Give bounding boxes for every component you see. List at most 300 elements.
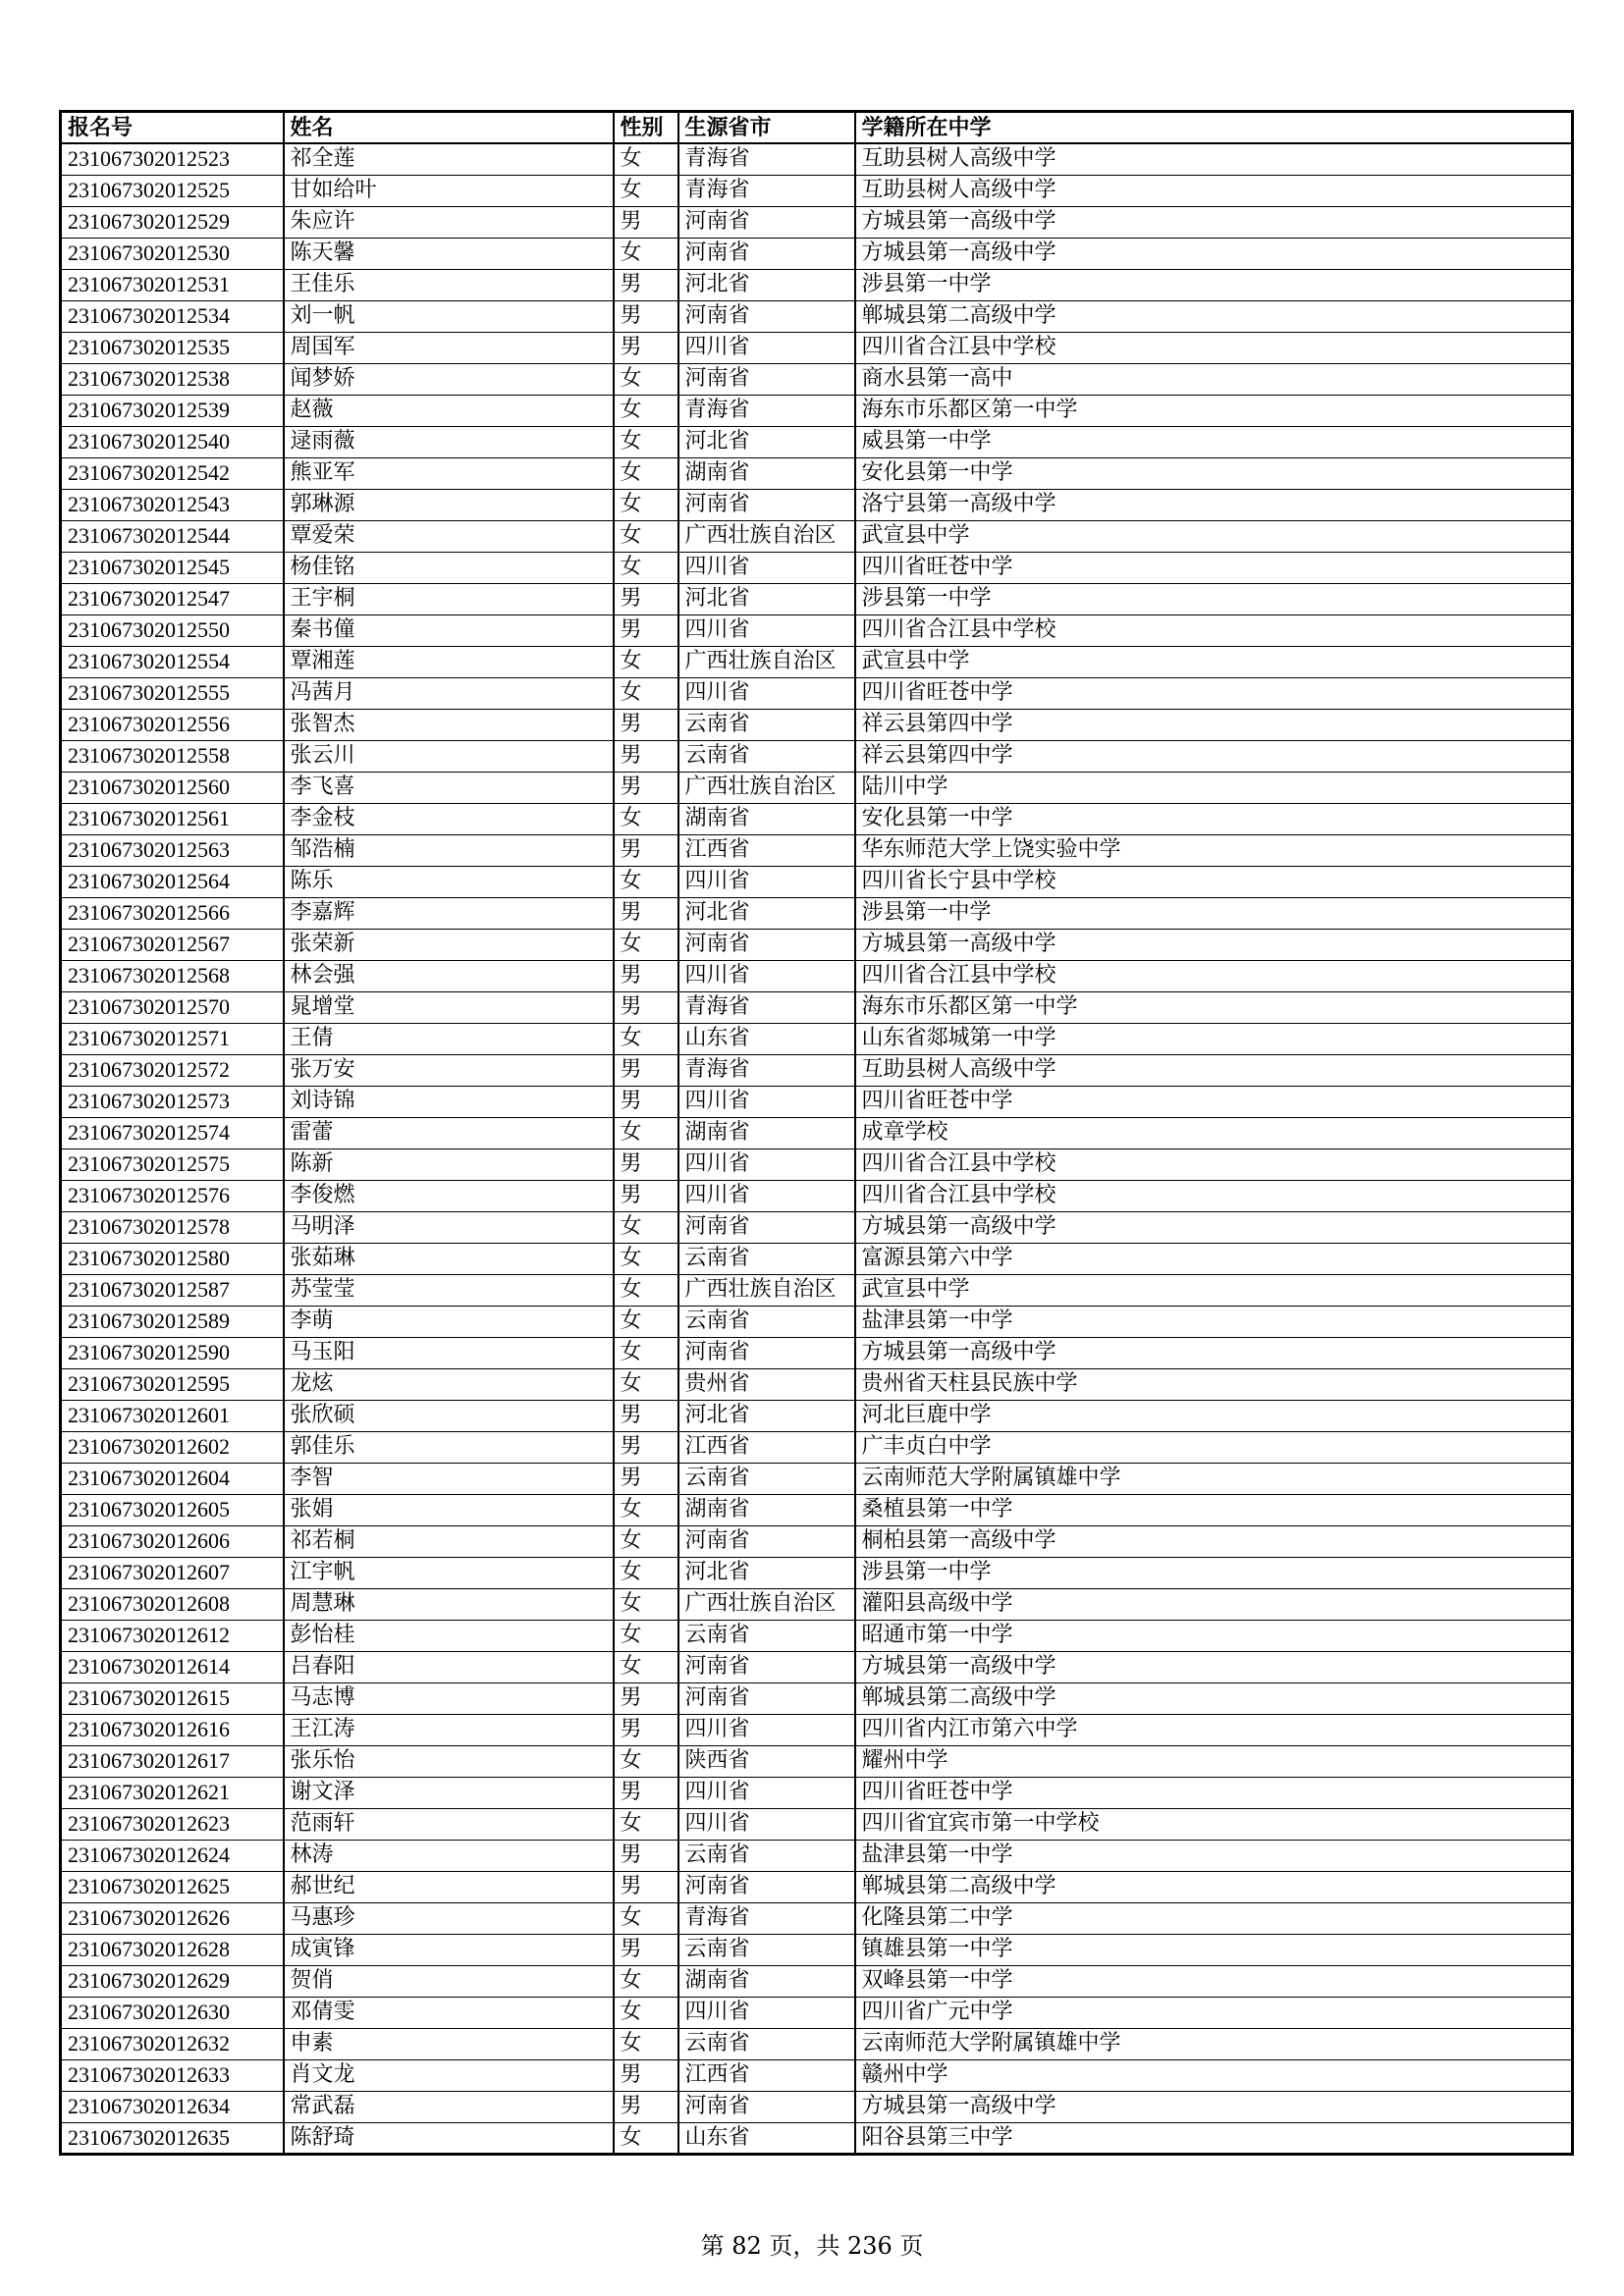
school-cell: 河北巨鹿中学 (855, 1400, 1573, 1431)
gender-cell: 女 (614, 2028, 678, 2059)
gender-cell: 女 (614, 1306, 678, 1337)
province-cell: 贵州省 (678, 1368, 855, 1400)
gender-cell: 女 (614, 143, 678, 175)
header-origin-province: 生源省市 (678, 112, 855, 144)
province-cell: 青海省 (678, 143, 855, 175)
table-row (61, 2028, 1573, 2059)
name-cell: 王宇桐 (284, 583, 614, 614)
name-cell: 熊亚军 (284, 457, 614, 489)
province-cell: 四川省 (678, 1086, 855, 1117)
name-cell: 苏莹莹 (284, 1274, 614, 1306)
name-cell: 张云川 (284, 740, 614, 772)
name-cell: 邓倩雯 (284, 1997, 614, 2028)
table-row (61, 960, 1573, 991)
registration-number-cell: 231067302012624 (61, 1840, 284, 1871)
table-row (61, 1274, 1573, 1306)
gender-cell: 男 (614, 740, 678, 772)
province-cell: 青海省 (678, 1902, 855, 1934)
school-cell: 祥云县第四中学 (855, 740, 1573, 772)
school-cell: 陆川中学 (855, 772, 1573, 803)
registration-number-cell: 231067302012543 (61, 489, 284, 520)
table-row (61, 1368, 1573, 1400)
name-cell: 逯雨薇 (284, 426, 614, 457)
school-cell: 涉县第一中学 (855, 897, 1573, 929)
province-cell: 云南省 (678, 1463, 855, 1494)
table-row (61, 1997, 1573, 2028)
school-cell: 四川省合江县中学校 (855, 332, 1573, 363)
name-cell: 成寅锋 (284, 1934, 614, 1965)
province-cell: 广西壮族自治区 (678, 646, 855, 677)
gender-cell: 女 (614, 1588, 678, 1620)
gender-cell: 女 (614, 1525, 678, 1557)
province-cell: 广西壮族自治区 (678, 520, 855, 552)
name-cell: 贺俏 (284, 1965, 614, 1997)
school-cell: 互助县树人高级中学 (855, 1054, 1573, 1086)
gender-cell: 男 (614, 991, 678, 1023)
school-cell: 四川省旺苍中学 (855, 1086, 1573, 1117)
table-row (61, 1148, 1573, 1180)
province-cell: 河南省 (678, 1525, 855, 1557)
gender-cell: 男 (614, 1431, 678, 1463)
province-cell: 云南省 (678, 1620, 855, 1651)
gender-cell: 男 (614, 300, 678, 332)
province-cell: 河北省 (678, 269, 855, 300)
name-cell: 范雨轩 (284, 1808, 614, 1840)
registration-number-cell: 231067302012633 (61, 2059, 284, 2091)
gender-cell: 女 (614, 1211, 678, 1243)
name-cell: 李俊燃 (284, 1180, 614, 1211)
school-cell: 商水县第一高中 (855, 363, 1573, 395)
registration-number-cell: 231067302012625 (61, 1871, 284, 1902)
registration-number-cell: 231067302012564 (61, 866, 284, 897)
school-cell: 方城县第一高级中学 (855, 2091, 1573, 2122)
registration-number-cell: 231067302012530 (61, 238, 284, 269)
province-cell: 广西壮族自治区 (678, 772, 855, 803)
table-row (61, 143, 1573, 175)
gender-cell: 男 (614, 960, 678, 991)
registration-number-cell: 231067302012607 (61, 1557, 284, 1588)
school-cell: 云南师范大学附属镇雄中学 (855, 2028, 1573, 2059)
table-row (61, 709, 1573, 740)
school-cell: 郸城县第二高级中学 (855, 1682, 1573, 1714)
school-cell: 四川省合江县中学校 (855, 1180, 1573, 1211)
school-cell: 方城县第一高级中学 (855, 1651, 1573, 1682)
registration-number-cell: 231067302012563 (61, 834, 284, 866)
registration-number-cell: 231067302012542 (61, 457, 284, 489)
gender-cell: 女 (614, 677, 678, 709)
registration-number-cell: 231067302012538 (61, 363, 284, 395)
gender-cell: 女 (614, 238, 678, 269)
table-row (61, 1714, 1573, 1745)
school-cell: 四川省广元中学 (855, 1997, 1573, 2028)
province-cell: 云南省 (678, 1840, 855, 1871)
name-cell: 张娟 (284, 1494, 614, 1525)
name-cell: 陈舒琦 (284, 2122, 614, 2154)
registration-number-cell: 231067302012571 (61, 1023, 284, 1054)
registration-number-cell: 231067302012531 (61, 269, 284, 300)
province-cell: 河北省 (678, 897, 855, 929)
gender-cell: 男 (614, 1148, 678, 1180)
province-cell: 河北省 (678, 1400, 855, 1431)
province-cell: 河南省 (678, 1337, 855, 1368)
school-cell: 方城县第一高级中学 (855, 929, 1573, 960)
name-cell: 彭怡桂 (284, 1620, 614, 1651)
table-row (61, 1494, 1573, 1525)
name-cell: 李飞喜 (284, 772, 614, 803)
table-row (61, 2059, 1573, 2091)
school-cell: 互助县树人高级中学 (855, 143, 1573, 175)
gender-cell: 女 (614, 457, 678, 489)
school-cell: 四川省合江县中学校 (855, 960, 1573, 991)
province-cell: 山东省 (678, 2122, 855, 2154)
school-cell: 方城县第一高级中学 (855, 238, 1573, 269)
registration-number-cell: 231067302012632 (61, 2028, 284, 2059)
gender-cell: 女 (614, 489, 678, 520)
province-cell: 青海省 (678, 395, 855, 426)
province-cell: 四川省 (678, 552, 855, 583)
table-row (61, 614, 1573, 646)
name-cell: 杨佳铭 (284, 552, 614, 583)
province-cell: 湖南省 (678, 1965, 855, 1997)
table-row (61, 2091, 1573, 2122)
province-cell: 山东省 (678, 1023, 855, 1054)
school-cell: 四川省旺苍中学 (855, 552, 1573, 583)
province-cell: 云南省 (678, 1243, 855, 1274)
school-cell: 武宣县中学 (855, 1274, 1573, 1306)
table-row (61, 1682, 1573, 1714)
school-cell: 郸城县第二高级中学 (855, 300, 1573, 332)
registration-number-cell: 231067302012634 (61, 2091, 284, 2122)
province-cell: 河南省 (678, 238, 855, 269)
province-cell: 河南省 (678, 206, 855, 238)
registration-number-cell: 231067302012525 (61, 175, 284, 206)
table-row (61, 552, 1573, 583)
registration-number-cell: 231067302012590 (61, 1337, 284, 1368)
name-cell: 陈新 (284, 1148, 614, 1180)
school-cell: 双峰县第一中学 (855, 1965, 1573, 1997)
school-cell: 贵州省天柱县民族中学 (855, 1368, 1573, 1400)
province-cell: 四川省 (678, 1997, 855, 2028)
gender-cell: 男 (614, 1840, 678, 1871)
name-cell: 李萌 (284, 1306, 614, 1337)
school-cell: 镇雄县第一中学 (855, 1934, 1573, 1965)
province-cell: 河南省 (678, 1682, 855, 1714)
school-cell: 化隆县第二中学 (855, 1902, 1573, 1934)
registration-number-cell: 231067302012561 (61, 803, 284, 834)
province-cell: 四川省 (678, 1180, 855, 1211)
name-cell: 龙炫 (284, 1368, 614, 1400)
gender-cell: 男 (614, 2059, 678, 2091)
table-row (61, 332, 1573, 363)
province-cell: 四川省 (678, 677, 855, 709)
registration-number-cell: 231067302012595 (61, 1368, 284, 1400)
registration-number-cell: 231067302012523 (61, 143, 284, 175)
gender-cell: 男 (614, 1777, 678, 1808)
name-cell: 马志博 (284, 1682, 614, 1714)
registration-number-cell: 231067302012567 (61, 929, 284, 960)
table-row (61, 426, 1573, 457)
gender-cell: 女 (614, 1368, 678, 1400)
header-school: 学籍所在中学 (855, 112, 1573, 144)
province-cell: 广西壮族自治区 (678, 1588, 855, 1620)
province-cell: 河北省 (678, 426, 855, 457)
province-cell: 云南省 (678, 2028, 855, 2059)
province-cell: 河南省 (678, 1651, 855, 1682)
registration-number-cell: 231067302012608 (61, 1588, 284, 1620)
table-row (61, 1651, 1573, 1682)
table-row (61, 583, 1573, 614)
gender-cell: 女 (614, 929, 678, 960)
school-cell: 盐津县第一中学 (855, 1306, 1573, 1337)
gender-cell: 男 (614, 1180, 678, 1211)
school-cell: 洛宁县第一高级中学 (855, 489, 1573, 520)
name-cell: 赵薇 (284, 395, 614, 426)
school-cell: 海东市乐都区第一中学 (855, 395, 1573, 426)
gender-cell: 女 (614, 426, 678, 457)
table-row (61, 1431, 1573, 1463)
gender-cell: 女 (614, 552, 678, 583)
registration-number-cell: 231067302012568 (61, 960, 284, 991)
registration-number-cell: 231067302012535 (61, 332, 284, 363)
gender-cell: 女 (614, 1651, 678, 1682)
table-row (61, 991, 1573, 1023)
name-cell: 祁全莲 (284, 143, 614, 175)
registration-number-cell: 231067302012605 (61, 1494, 284, 1525)
gender-cell: 女 (614, 1243, 678, 1274)
table-row (61, 1525, 1573, 1557)
table-row (61, 646, 1573, 677)
province-cell: 河南省 (678, 300, 855, 332)
school-cell: 盐津县第一中学 (855, 1840, 1573, 1871)
gender-cell: 男 (614, 614, 678, 646)
registration-number-cell: 231067302012576 (61, 1180, 284, 1211)
gender-cell: 男 (614, 269, 678, 300)
province-cell: 河北省 (678, 583, 855, 614)
registration-number-cell: 231067302012544 (61, 520, 284, 552)
name-cell: 覃湘莲 (284, 646, 614, 677)
school-cell: 安化县第一中学 (855, 457, 1573, 489)
table-row (61, 1180, 1573, 1211)
name-cell: 常武磊 (284, 2091, 614, 2122)
name-cell: 秦书僮 (284, 614, 614, 646)
registration-number-cell: 231067302012635 (61, 2122, 284, 2154)
school-cell: 阳谷县第三中学 (855, 2122, 1573, 2154)
gender-cell: 男 (614, 772, 678, 803)
name-cell: 闻梦娇 (284, 363, 614, 395)
name-cell: 王倩 (284, 1023, 614, 1054)
table-row (61, 1306, 1573, 1337)
school-cell: 涉县第一中学 (855, 583, 1573, 614)
school-cell: 方城县第一高级中学 (855, 1211, 1573, 1243)
table-row (61, 300, 1573, 332)
table-row (61, 866, 1573, 897)
table-row (61, 1243, 1573, 1274)
table-row (61, 206, 1573, 238)
gender-cell: 女 (614, 2122, 678, 2154)
table-row (61, 803, 1573, 834)
name-cell: 江宇帆 (284, 1557, 614, 1588)
table-row (61, 1777, 1573, 1808)
school-cell: 海东市乐都区第一中学 (855, 991, 1573, 1023)
name-cell: 王江涛 (284, 1714, 614, 1745)
table-row (61, 457, 1573, 489)
school-cell: 郸城县第二高级中学 (855, 1871, 1573, 1902)
province-cell: 云南省 (678, 1934, 855, 1965)
page-footer: 第 82 页，共 236 页 (700, 2232, 924, 2260)
school-cell: 桑植县第一中学 (855, 1494, 1573, 1525)
name-cell: 周慧琳 (284, 1588, 614, 1620)
student-table (59, 110, 1574, 2156)
gender-cell: 女 (614, 646, 678, 677)
gender-cell: 男 (614, 1086, 678, 1117)
gender-cell: 男 (614, 1871, 678, 1902)
province-cell: 湖南省 (678, 1494, 855, 1525)
header-row (61, 112, 1573, 144)
school-cell: 灌阳县高级中学 (855, 1588, 1573, 1620)
province-cell: 四川省 (678, 1714, 855, 1745)
name-cell: 刘诗锦 (284, 1086, 614, 1117)
registration-number-cell: 231067302012573 (61, 1086, 284, 1117)
school-cell: 云南师范大学附属镇雄中学 (855, 1463, 1573, 1494)
name-cell: 刘一帆 (284, 300, 614, 332)
registration-number-cell: 231067302012540 (61, 426, 284, 457)
registration-number-cell: 231067302012574 (61, 1117, 284, 1148)
gender-cell: 女 (614, 1274, 678, 1306)
table-row (61, 1934, 1573, 1965)
table-row (61, 677, 1573, 709)
school-cell: 广丰贞白中学 (855, 1431, 1573, 1463)
table-row (61, 1965, 1573, 1997)
registration-number-cell: 231067302012623 (61, 1808, 284, 1840)
registration-number-cell: 231067302012602 (61, 1431, 284, 1463)
school-cell: 四川省合江县中学校 (855, 1148, 1573, 1180)
province-cell: 青海省 (678, 1054, 855, 1086)
name-cell: 周国军 (284, 332, 614, 363)
school-cell: 四川省宜宾市第一中学校 (855, 1808, 1573, 1840)
table-row (61, 1117, 1573, 1148)
province-cell: 河南省 (678, 489, 855, 520)
school-cell: 耀州中学 (855, 1745, 1573, 1777)
table-row (61, 772, 1573, 803)
registration-number-cell: 231067302012604 (61, 1463, 284, 1494)
table-row (61, 395, 1573, 426)
gender-cell: 男 (614, 1682, 678, 1714)
school-cell: 方城县第一高级中学 (855, 206, 1573, 238)
name-cell: 冯茜月 (284, 677, 614, 709)
table-row (61, 1400, 1573, 1431)
table-row (61, 1745, 1573, 1777)
gender-cell: 女 (614, 1557, 678, 1588)
name-cell: 肖文龙 (284, 2059, 614, 2091)
registration-number-cell: 231067302012621 (61, 1777, 284, 1808)
table-row (61, 740, 1573, 772)
province-cell: 江西省 (678, 2059, 855, 2091)
table-row (61, 175, 1573, 206)
name-cell: 郭琳源 (284, 489, 614, 520)
name-cell: 张茹琳 (284, 1243, 614, 1274)
name-cell: 张万安 (284, 1054, 614, 1086)
gender-cell: 男 (614, 834, 678, 866)
table-row (61, 520, 1573, 552)
school-cell: 方城县第一高级中学 (855, 1337, 1573, 1368)
table-row (61, 1557, 1573, 1588)
name-cell: 马惠珍 (284, 1902, 614, 1934)
table-row (61, 1871, 1573, 1902)
name-cell: 祁若桐 (284, 1525, 614, 1557)
province-cell: 四川省 (678, 1808, 855, 1840)
name-cell: 张乐怡 (284, 1745, 614, 1777)
school-cell: 四川省合江县中学校 (855, 614, 1573, 646)
name-cell: 马玉阳 (284, 1337, 614, 1368)
name-cell: 邹浩楠 (284, 834, 614, 866)
registration-number-cell: 231067302012601 (61, 1400, 284, 1431)
province-cell: 河南省 (678, 2091, 855, 2122)
registration-number-cell: 231067302012614 (61, 1651, 284, 1682)
registration-number-cell: 231067302012539 (61, 395, 284, 426)
gender-cell: 男 (614, 1463, 678, 1494)
province-cell: 四川省 (678, 614, 855, 646)
gender-cell: 女 (614, 1337, 678, 1368)
header-gender: 性别 (614, 112, 678, 144)
province-cell: 四川省 (678, 1148, 855, 1180)
name-cell: 李嘉辉 (284, 897, 614, 929)
table-row (61, 489, 1573, 520)
table-row (61, 2122, 1573, 2154)
gender-cell: 男 (614, 2091, 678, 2122)
name-cell: 王佳乐 (284, 269, 614, 300)
province-cell: 河南省 (678, 363, 855, 395)
table-row (61, 269, 1573, 300)
table-row (61, 1054, 1573, 1086)
registration-number-cell: 231067302012570 (61, 991, 284, 1023)
registration-number-cell: 231067302012556 (61, 709, 284, 740)
registration-number-cell: 231067302012617 (61, 1745, 284, 1777)
gender-cell: 女 (614, 866, 678, 897)
name-cell: 郭佳乐 (284, 1431, 614, 1463)
school-cell: 赣州中学 (855, 2059, 1573, 2091)
registration-number-cell: 231067302012628 (61, 1934, 284, 1965)
province-cell: 广西壮族自治区 (678, 1274, 855, 1306)
name-cell: 谢文泽 (284, 1777, 614, 1808)
school-cell: 昭通市第一中学 (855, 1620, 1573, 1651)
school-cell: 涉县第一中学 (855, 269, 1573, 300)
registration-number-cell: 231067302012572 (61, 1054, 284, 1086)
name-cell: 马明泽 (284, 1211, 614, 1243)
school-cell: 富源县第六中学 (855, 1243, 1573, 1274)
registration-number-cell: 231067302012566 (61, 897, 284, 929)
province-cell: 湖南省 (678, 803, 855, 834)
table-row (61, 834, 1573, 866)
province-cell: 四川省 (678, 866, 855, 897)
name-cell: 甘如给叶 (284, 175, 614, 206)
table-row (61, 1620, 1573, 1651)
table-row (61, 1902, 1573, 1934)
province-cell: 湖南省 (678, 457, 855, 489)
province-cell: 河南省 (678, 1871, 855, 1902)
province-cell: 云南省 (678, 1306, 855, 1337)
name-cell: 李金枝 (284, 803, 614, 834)
registration-number-cell: 231067302012547 (61, 583, 284, 614)
gender-cell: 女 (614, 1745, 678, 1777)
province-cell: 云南省 (678, 740, 855, 772)
gender-cell: 女 (614, 1965, 678, 1997)
province-cell: 河南省 (678, 929, 855, 960)
table-row (61, 897, 1573, 929)
gender-cell: 男 (614, 583, 678, 614)
table-row (61, 1023, 1573, 1054)
province-cell: 四川省 (678, 960, 855, 991)
school-cell: 涉县第一中学 (855, 1557, 1573, 1588)
